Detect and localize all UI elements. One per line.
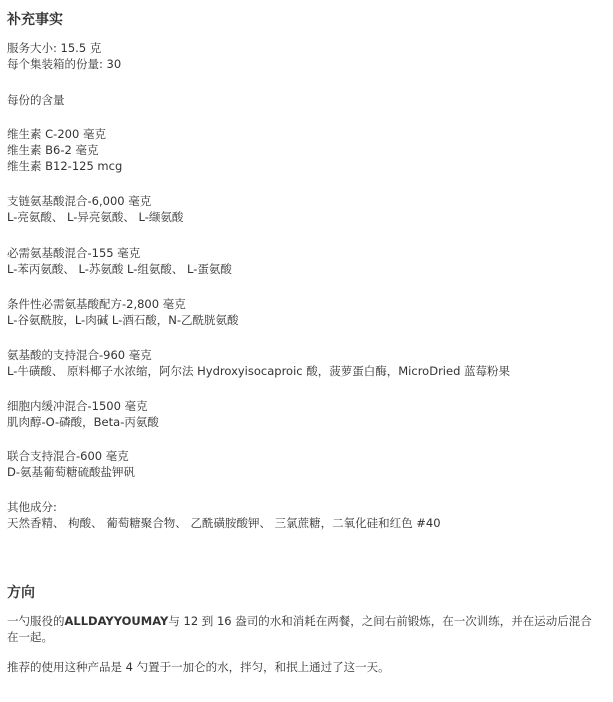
vitamins-block: [7, 126, 122, 174]
support-title: 氨基酸的支持混合-960 毫克: [7, 348, 152, 362]
vitamin-b12: 维生素 B12-125 mcg: [7, 159, 123, 173]
supplement-facts-heading: 补充事实: [7, 12, 63, 28]
vitamin-b6: 维生素 B6-2 毫克: [7, 143, 99, 157]
buffer-detail: 肌肉醇-O-磷酸，Beta-丙氨酸: [7, 415, 159, 429]
other-ingredients-detail: 天然香精、 枸酸、 葡萄糖聚合物、 乙酰磺胺酸钾、 三氯蔗糖，二氧化硅和红色 #40: [7, 516, 441, 530]
directions-p1-after: 与 12 到 16 盎司的水和消耗在两餐，之间右前锻炼，在一次训练，并在运动后混合在一起。: [7, 614, 592, 644]
brand-name: ALLDAYYOUMAY: [64, 614, 169, 628]
directions-heading: 方向: [7, 585, 35, 601]
bcaa-block: [7, 193, 183, 225]
support-block: [7, 347, 510, 379]
joint-block: [7, 448, 135, 480]
per-serving-block: [7, 92, 65, 108]
serving-size: 服务大小: 15.5 克: [7, 41, 102, 55]
directions-text-1: [7, 613, 603, 645]
joint-detail: D-氨基葡萄糖硫酸盐钾矾: [7, 465, 136, 479]
directions-text-2: 推荐的使用这种产品是 4 勺置于一加仑的水，拌匀，和抿上通过了这一天。: [7, 660, 390, 674]
directions-paragraph-1: [7, 613, 603, 645]
ceaa-block: [7, 296, 238, 328]
other-ingredients-block: [7, 499, 441, 531]
ceaa-detail: L-谷氨酰胺，L-肉碱 L-酒石酸，N-乙酰胱氨酸: [7, 313, 239, 327]
joint-title: 联合支持混合-600 毫克: [7, 449, 129, 463]
eaa-block: [7, 245, 232, 277]
servings-per-container: 每个集装箱的份量: 30: [7, 57, 122, 71]
buffer-title: 细胞内缓冲混合-1500 毫克: [7, 399, 148, 413]
support-detail: L-牛磺酸、 原料椰子水浓缩，阿尔法 Hydroxyisocaproic 酸，菠萝蛋白酶，MicroDried 蓝莓粉果: [7, 364, 511, 378]
serving-info: [7, 40, 121, 72]
directions-p1-before: 一勺服役的: [7, 614, 65, 628]
buffer-block: [7, 398, 159, 430]
ceaa-title: 条件性必需氨基酸配方-2,800 毫克: [7, 297, 186, 311]
per-serving-label: 每份的含量: [7, 93, 65, 107]
eaa-detail: L-苯丙氨酸、 L-苏氨酸 L-组氨酸、 L-蛋氨酸: [7, 262, 232, 276]
bcaa-title: 支链氨基酸混合-6,000 毫克: [7, 194, 152, 208]
bcaa-detail: L-亮氨酸、 L-异亮氨酸、 L-缬氨酸: [7, 210, 184, 224]
directions-paragraph-2: [7, 659, 603, 675]
eaa-title: 必需氨基酸混合-155 毫克: [7, 246, 141, 260]
other-ingredients-title: 其他成分:: [7, 500, 57, 514]
vitamin-c: 维生素 C-200 毫克: [7, 127, 106, 141]
